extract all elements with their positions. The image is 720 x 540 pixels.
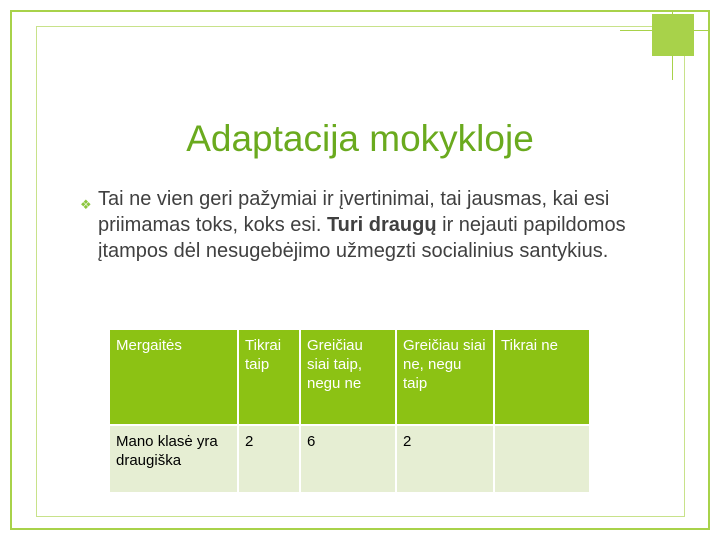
- frame-line: [10, 10, 12, 530]
- frame-line: [36, 26, 37, 517]
- frame-line: [708, 10, 710, 530]
- leaf-bullet-icon: ❖: [80, 197, 92, 212]
- frame-line: [36, 516, 684, 517]
- table-cell: 2: [396, 425, 494, 492]
- table-cell: Mano klasė yra draugiška: [110, 425, 238, 492]
- table-cell: [494, 425, 590, 492]
- corner-line: [620, 30, 710, 31]
- table-header-cell: Greičiau siai taip, negu ne: [300, 330, 396, 425]
- table-header-cell: Greičiau siai ne, negu taip: [396, 330, 494, 425]
- bullet-bold-text: Turi draugų: [326, 214, 437, 236]
- table-header-cell: Tikrai taip: [238, 330, 300, 425]
- bullet-text: Tai ne vien geri pažymiai ir įvertinimai, tai jausmas, kai esi priimamas toks, koks esi.: [98, 188, 610, 236]
- bullet-text-end: ir nejauti papildomos įtampos dėl nesugebėjimo užmegzti socialinius santykius.: [98, 214, 626, 262]
- table-cell: 6: [300, 425, 396, 492]
- frame-line: [10, 10, 710, 12]
- table-row: [110, 425, 590, 492]
- frame-line: [10, 528, 710, 530]
- frame-line: [684, 26, 685, 517]
- survey-table: [110, 330, 591, 492]
- table-header-row: [110, 330, 590, 425]
- corner-decoration: [652, 14, 694, 56]
- bullet-paragraph: [80, 186, 658, 264]
- table-cell: 2: [238, 425, 300, 492]
- table-header-cell: Mergaitės: [110, 330, 238, 425]
- table-header-cell: Tikrai ne: [494, 330, 590, 425]
- frame-line: [36, 26, 684, 27]
- slide-title: Adaptacija mokykloje: [186, 118, 534, 159]
- corner-line: [672, 10, 673, 80]
